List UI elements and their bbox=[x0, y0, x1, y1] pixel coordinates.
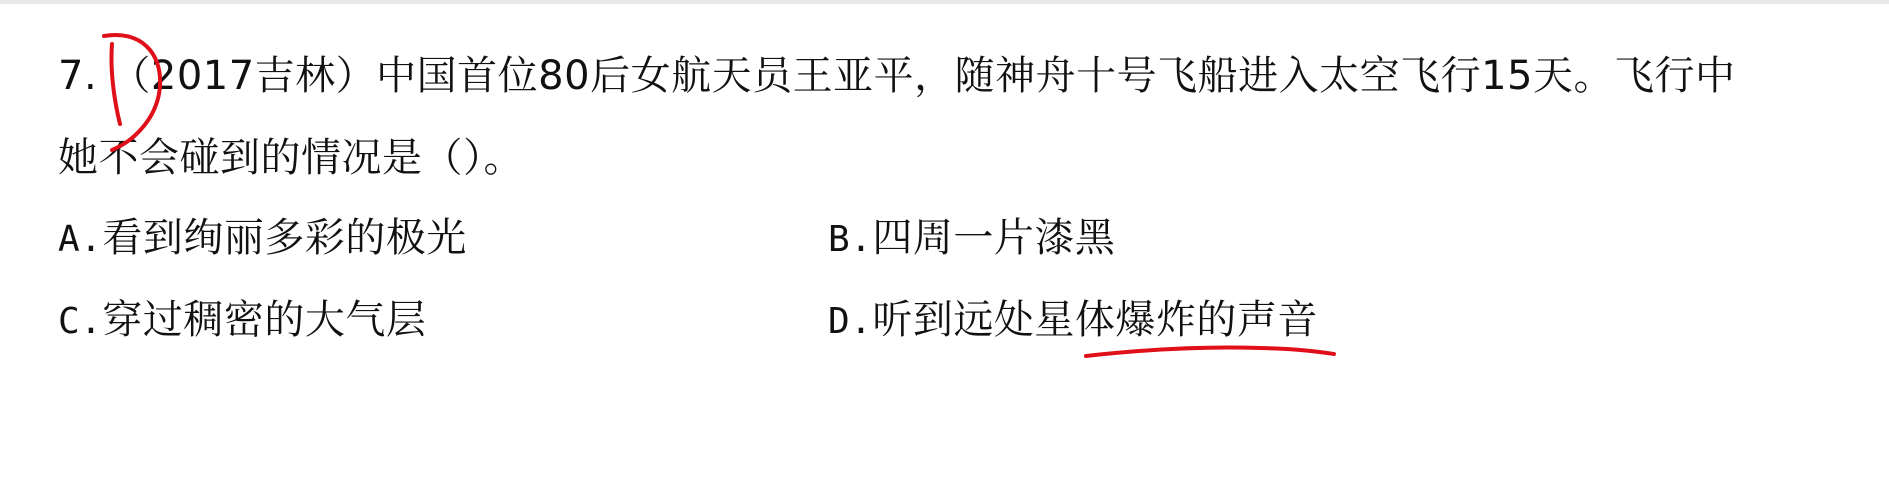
option-d-text: 听到远处星体爆炸的声音 bbox=[872, 297, 1318, 343]
option-b bbox=[828, 214, 1115, 264]
option-c-letter: C. bbox=[58, 301, 103, 342]
option-c-text: 穿过稠密的大气层 bbox=[102, 297, 427, 343]
option-a-text: 看到绚丽多彩的极光 bbox=[102, 215, 467, 261]
option-b-letter: B. bbox=[828, 219, 873, 260]
option-d bbox=[828, 296, 1318, 346]
option-b-text: 四周一片漆黑 bbox=[872, 215, 1116, 261]
option-a bbox=[58, 214, 467, 264]
question-line-2: 她不会碰到的情况是（）。 bbox=[58, 135, 524, 181]
option-a-letter: A. bbox=[58, 219, 103, 260]
option-c bbox=[58, 296, 426, 346]
question-line-1: 7. （2017吉林）中国首位80后女航天员王亚平，随神舟十号飞船进入太空飞行15天。飞行中 bbox=[58, 53, 1736, 99]
underline-mark bbox=[1086, 347, 1334, 356]
previous-content-strip bbox=[0, 0, 1889, 4]
option-d-letter: D. bbox=[828, 301, 873, 342]
